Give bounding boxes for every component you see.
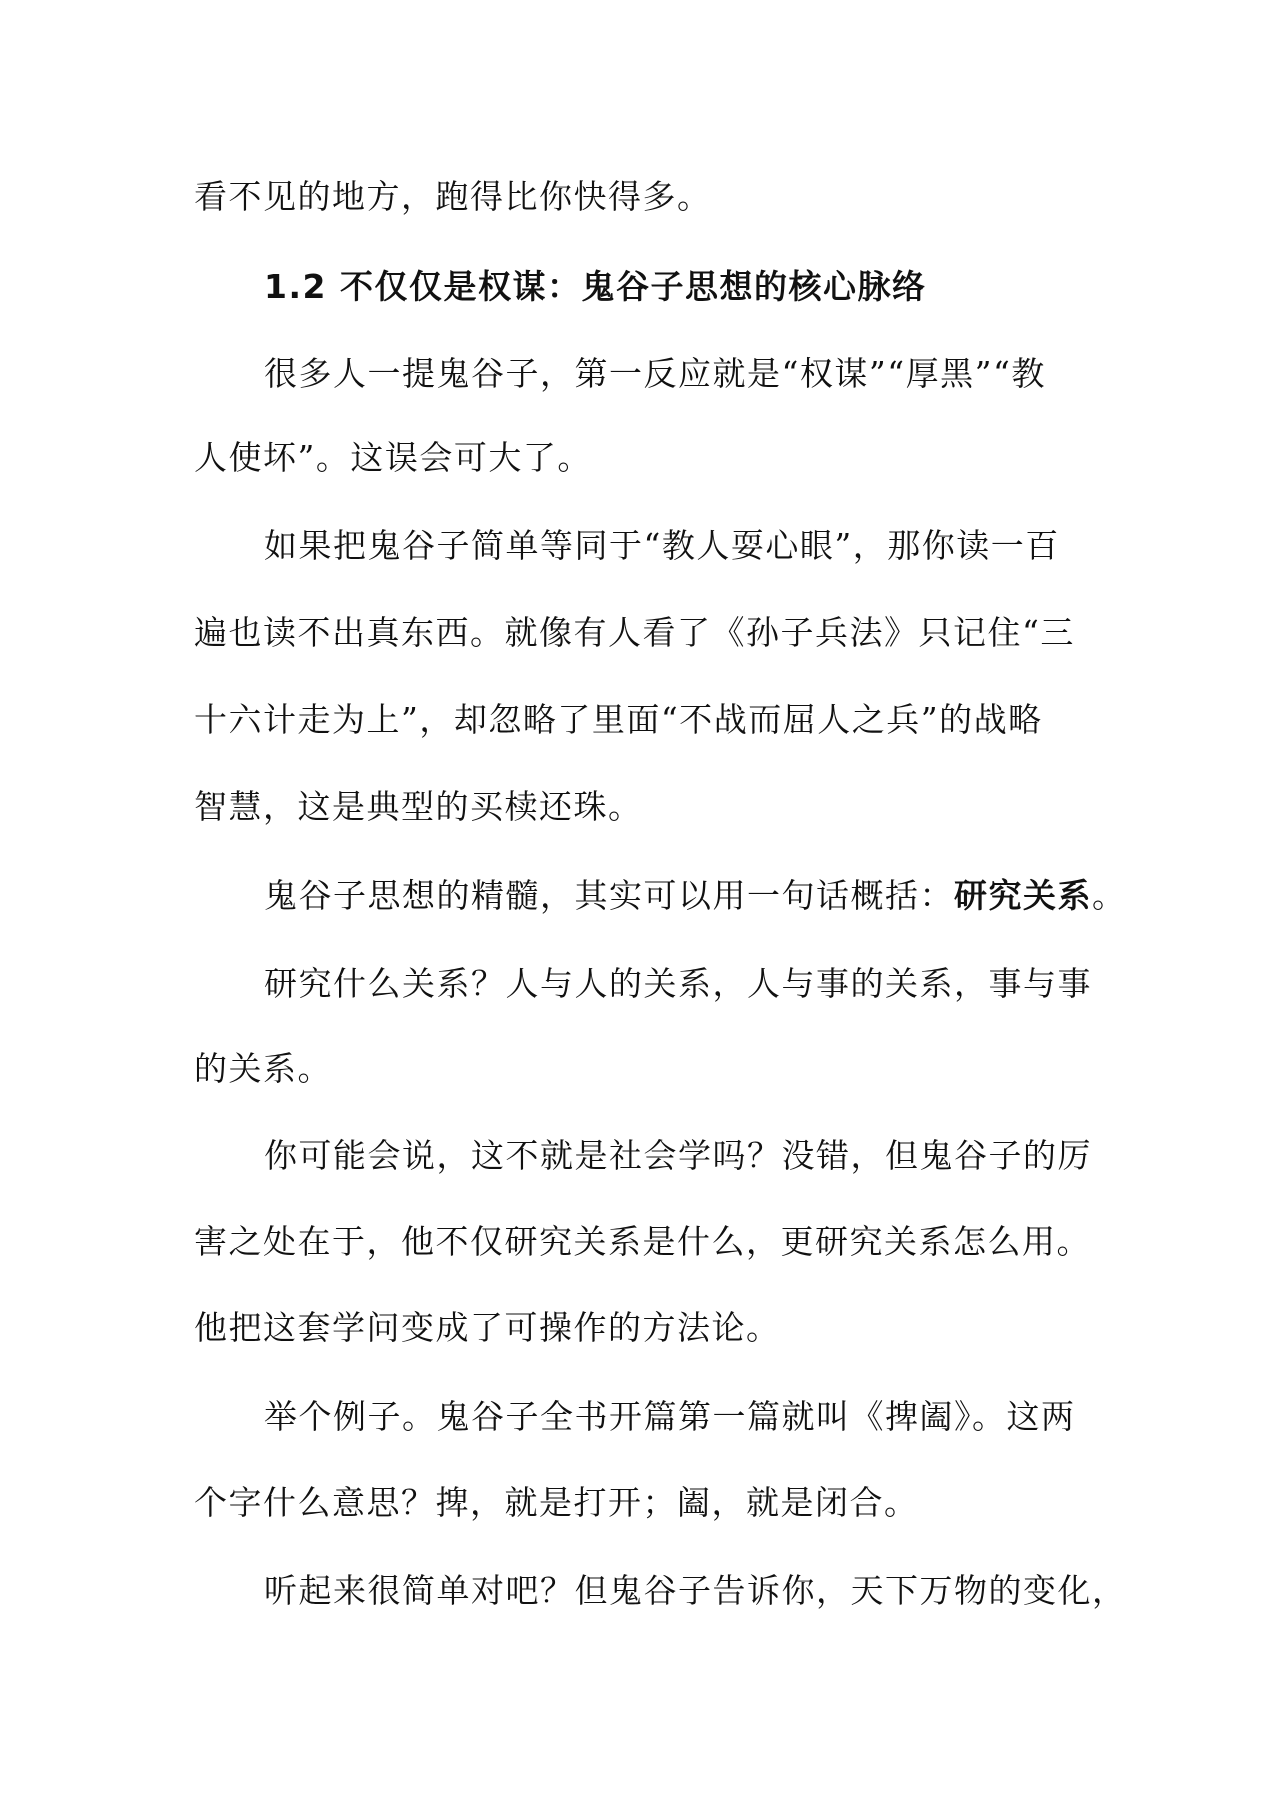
sentence-end: 。 [1092,876,1127,915]
paragraph-line: 你可能会说，这不就是社会学吗？没错，但鬼谷子的厉 [264,1136,1092,1175]
paragraph-line: 听起来很简单对吧？但鬼谷子告诉你，天下万物的变化， [264,1571,1127,1610]
paragraph-line: 看不见的地方，跑得比你快得多。 [194,177,712,216]
paragraph-line [264,874,1127,918]
paragraph-line: 他把这套学问变成了可操作的方法论。 [194,1308,781,1347]
paragraph-line: 智慧，这是典型的买椟还珠。 [194,787,643,826]
emphasis-text: 研究关系 [954,876,1092,915]
paragraph-line: 举个例子。鬼谷子全书开篇第一篇就叫《捭阖》。这两 [264,1397,1076,1436]
paragraph-line: 十六计走为上”，却忽略了里面“不战而屈人之兵”的战略 [194,700,1043,739]
section-heading: 1.2 不仅仅是权谋：鬼谷子思想的核心脉络 [264,267,927,306]
paragraph-line: 害之处在于，他不仅研究关系是什么，更研究关系怎么用。 [194,1222,1091,1261]
paragraph-line: 人使坏”。这误会可大了。 [194,438,592,477]
paragraph-line: 如果把鬼谷子简单等同于“教人耍心眼”，那你读一百 [264,526,1060,565]
sentence-text: 鬼谷子思想的精髓，其实可以用一句话概括： [264,876,954,915]
paragraph-line: 研究什么关系？人与人的关系，人与事的关系，事与事 [264,964,1092,1003]
paragraph-line: 个字什么意思？捭，就是打开；阖，就是闭合。 [194,1483,919,1522]
paragraph-line: 的关系。 [194,1049,332,1088]
paragraph-line: 遍也读不出真东西。就像有人看了《孙子兵法》只记住“三 [194,613,1075,652]
paragraph-line: 很多人一提鬼谷子，第一反应就是“权谋”“厚黑”“教 [264,354,1046,393]
